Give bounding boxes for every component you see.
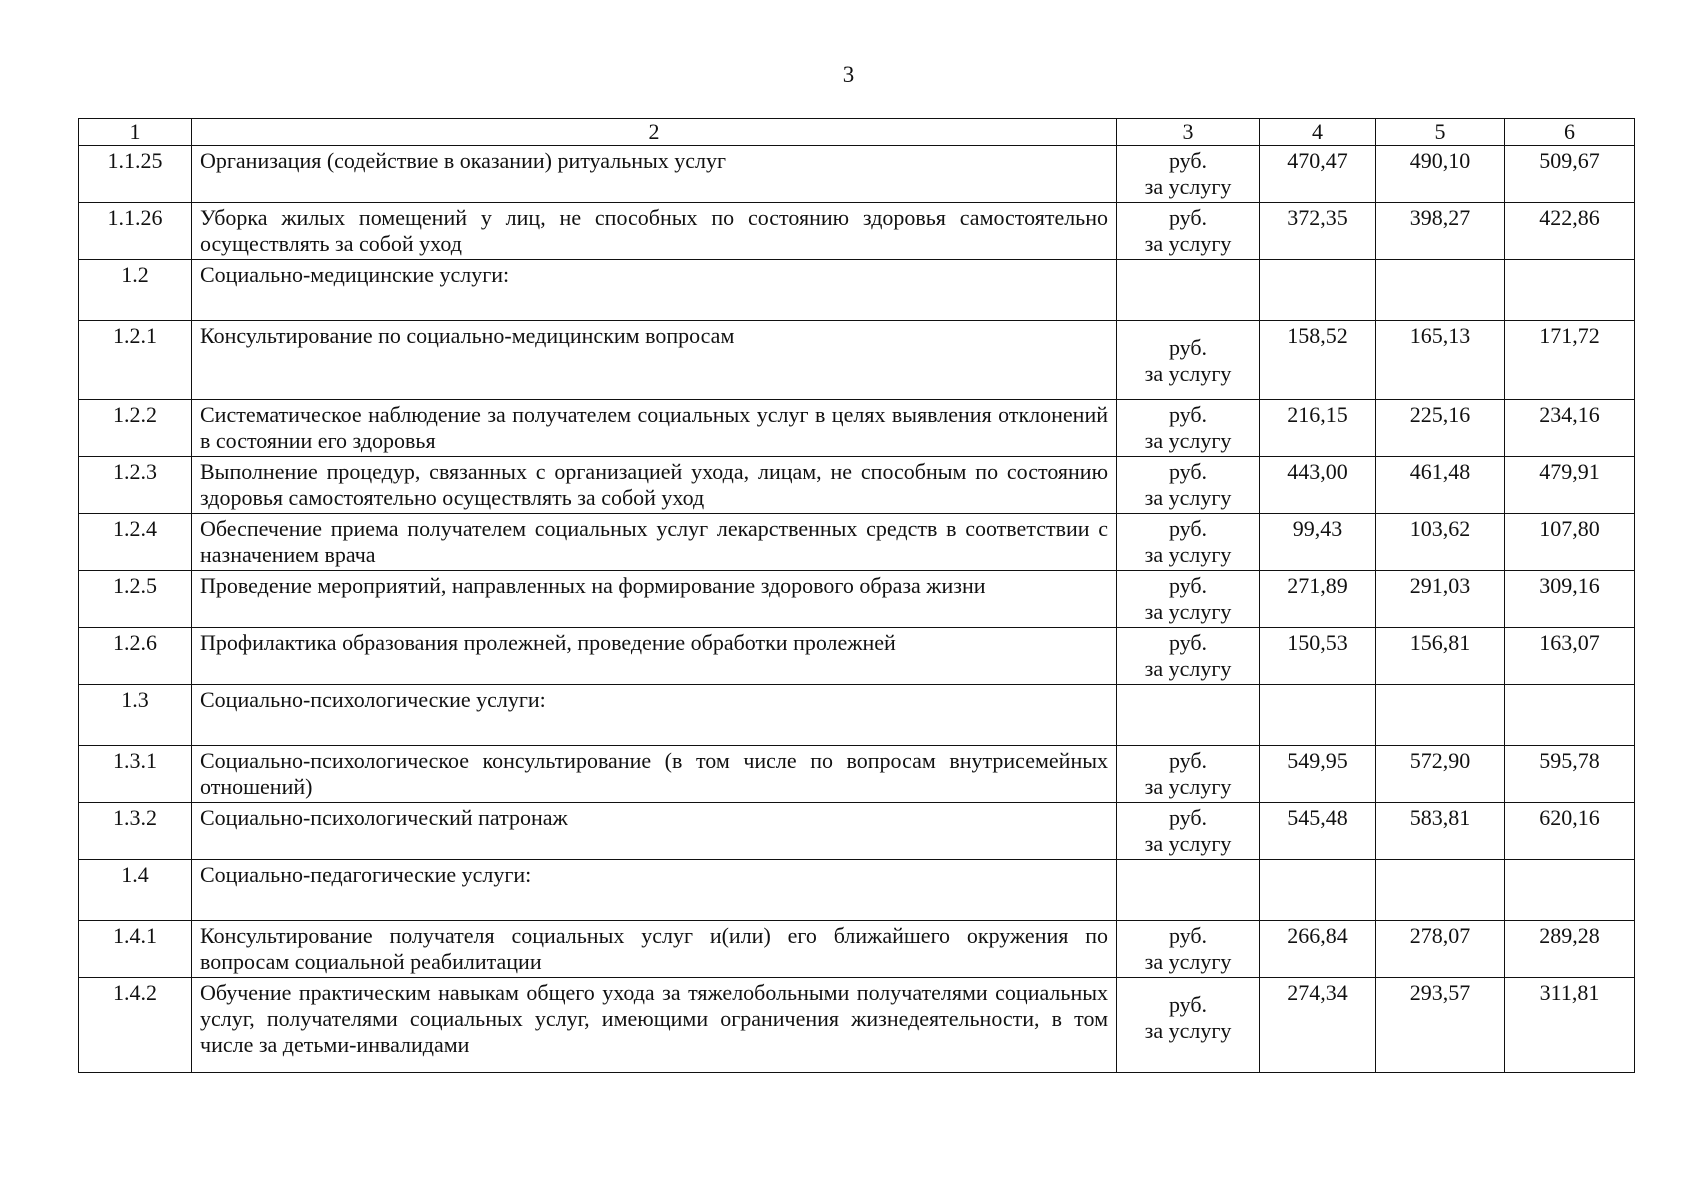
row-value-col5: 461,48 [1376, 457, 1505, 514]
unit-per-service: за услугу [1144, 428, 1232, 453]
row-unit [1117, 860, 1260, 921]
row-service-name: Социально-психологический патронаж [192, 803, 1117, 860]
row-value-col5 [1376, 860, 1505, 921]
row-code: 1.2.6 [79, 628, 192, 685]
section-row [79, 860, 1635, 921]
unit-per-service: за услугу [1144, 599, 1232, 624]
section-title: Социально-психологические услуги: [192, 685, 1117, 746]
header-cell: 1 [79, 119, 192, 146]
unit-currency: руб. [1168, 923, 1208, 948]
row-value-col6: 289,28 [1505, 921, 1635, 978]
row-value-col6: 479,91 [1505, 457, 1635, 514]
unit-per-service: за услугу [1144, 774, 1232, 799]
row-unit [1117, 146, 1260, 203]
row-value-col6 [1505, 685, 1635, 746]
section-title: Социально-медицинские услуги: [192, 260, 1117, 321]
row-unit [1117, 803, 1260, 860]
unit-currency: руб. [1168, 335, 1208, 360]
section-title: Социально-педагогические услуги: [192, 860, 1117, 921]
unit-per-service: за услугу [1144, 831, 1232, 856]
row-value-col5: 225,16 [1376, 400, 1505, 457]
table-row [79, 146, 1635, 203]
row-unit [1117, 514, 1260, 571]
row-unit [1117, 685, 1260, 746]
unit-currency: руб. [1168, 148, 1208, 173]
row-value-col5: 103,62 [1376, 514, 1505, 571]
table-header-row [79, 119, 1635, 146]
table-row [79, 400, 1635, 457]
unit-currency: руб. [1168, 402, 1208, 427]
unit-per-service: за услугу [1144, 174, 1232, 199]
header-cell: 2 [192, 119, 1117, 146]
unit-currency: руб. [1168, 205, 1208, 230]
header-cell: 3 [1117, 119, 1260, 146]
row-unit [1117, 746, 1260, 803]
row-value-col4: 271,89 [1260, 571, 1376, 628]
row-code: 1.3.1 [79, 746, 192, 803]
row-service-name: Социально-психологическое консультирование (в том числе по вопросам внутрисемейных отношений) [192, 746, 1117, 803]
table-row [79, 321, 1635, 400]
unit-currency: руб. [1168, 459, 1208, 484]
page-number: 3 [842, 62, 855, 87]
table-row [79, 746, 1635, 803]
row-value-col6 [1505, 260, 1635, 321]
row-value-col4: 549,95 [1260, 746, 1376, 803]
row-value-col5: 398,27 [1376, 203, 1505, 260]
row-service-name: Уборка жилых помещений у лиц, не способных по состоянию здоровья самостоятельно осуществлять за собой уход [192, 203, 1117, 260]
row-service-name: Организация (содействие в оказании) ритуальных услуг [192, 146, 1117, 203]
row-value-col5: 278,07 [1376, 921, 1505, 978]
unit-per-service: за услугу [1144, 542, 1232, 567]
row-value-col5: 490,10 [1376, 146, 1505, 203]
unit-currency: руб. [1168, 573, 1208, 598]
unit-per-service: за услугу [1144, 361, 1232, 386]
header-cell: 4 [1260, 119, 1376, 146]
section-code: 1.4 [79, 860, 192, 921]
row-code: 1.2.3 [79, 457, 192, 514]
row-value-col5: 293,57 [1376, 978, 1505, 1073]
row-value-col4: 443,00 [1260, 457, 1376, 514]
row-value-col5: 165,13 [1376, 321, 1505, 400]
row-value-col6: 107,80 [1505, 514, 1635, 571]
row-code: 1.2.4 [79, 514, 192, 571]
row-service-name: Систематическое наблюдение за получателем социальных услуг в целях выявления отклонений в состоянии его здоровья [192, 400, 1117, 457]
table-row [79, 803, 1635, 860]
row-value-col4: 274,34 [1260, 978, 1376, 1073]
row-value-col4: 150,53 [1260, 628, 1376, 685]
unit-currency: руб. [1168, 516, 1208, 541]
row-value-col6: 509,67 [1505, 146, 1635, 203]
row-value-col5 [1376, 260, 1505, 321]
row-value-col4: 372,35 [1260, 203, 1376, 260]
table-row [79, 978, 1635, 1073]
header-cell: 6 [1505, 119, 1635, 146]
section-code: 1.2 [79, 260, 192, 321]
row-unit [1117, 321, 1260, 400]
row-service-name: Обеспечение приема получателем социальных услуг лекарственных средств в соответствии с назначением врача [192, 514, 1117, 571]
table-row [79, 571, 1635, 628]
section-row [79, 685, 1635, 746]
row-value-col4 [1260, 260, 1376, 321]
section-row [79, 260, 1635, 321]
row-value-col6: 309,16 [1505, 571, 1635, 628]
row-value-col4: 158,52 [1260, 321, 1376, 400]
row-code: 1.1.26 [79, 203, 192, 260]
row-unit [1117, 457, 1260, 514]
unit-per-service: за услугу [1144, 656, 1232, 681]
table-row [79, 921, 1635, 978]
row-service-name: Проведение мероприятий, направленных на формирование здорового образа жизни [192, 571, 1117, 628]
row-value-col6: 311,81 [1505, 978, 1635, 1073]
unit-per-service: за услугу [1144, 231, 1232, 256]
table-row [79, 514, 1635, 571]
unit-currency: руб. [1168, 805, 1208, 830]
row-unit [1117, 203, 1260, 260]
row-value-col4: 470,47 [1260, 146, 1376, 203]
row-code: 1.3.2 [79, 803, 192, 860]
row-service-name: Выполнение процедур, связанных с организацией ухода, лицам, не способным по состоянию здоровья самостоятельно осуществлять за собой уход [192, 457, 1117, 514]
row-service-name: Консультирование получателя социальных услуг и(или) его ближайшего окружения по вопросам социальной реабилитации [192, 921, 1117, 978]
header-cell: 5 [1376, 119, 1505, 146]
table-row [79, 628, 1635, 685]
unit-currency: руб. [1168, 630, 1208, 655]
row-value-col4: 99,43 [1260, 514, 1376, 571]
row-value-col4: 545,48 [1260, 803, 1376, 860]
row-value-col6: 620,16 [1505, 803, 1635, 860]
table-row [79, 203, 1635, 260]
row-value-col5: 583,81 [1376, 803, 1505, 860]
unit-currency: руб. [1168, 992, 1208, 1017]
row-code: 1.1.25 [79, 146, 192, 203]
row-service-name: Обучение практическим навыкам общего ухода за тяжелобольными получателями социальных услуг, получателями социальных услуг, имеющими ограничения жизнедеятельности, в том числе за детьми-инвалидами [192, 978, 1117, 1073]
row-unit [1117, 628, 1260, 685]
row-service-name: Консультирование по социально-медицинским вопросам [192, 321, 1117, 400]
row-code: 1.2.2 [79, 400, 192, 457]
row-value-col4: 266,84 [1260, 921, 1376, 978]
row-unit [1117, 921, 1260, 978]
row-value-col6: 163,07 [1505, 628, 1635, 685]
row-value-col6: 234,16 [1505, 400, 1635, 457]
unit-currency: руб. [1168, 748, 1208, 773]
row-value-col4 [1260, 685, 1376, 746]
unit-per-service: за услугу [1144, 949, 1232, 974]
unit-per-service: за услугу [1144, 485, 1232, 510]
row-unit [1117, 978, 1260, 1073]
row-code: 1.2.1 [79, 321, 192, 400]
row-value-col5 [1376, 685, 1505, 746]
row-value-col6: 422,86 [1505, 203, 1635, 260]
row-value-col6 [1505, 860, 1635, 921]
row-unit [1117, 571, 1260, 628]
table-row [79, 457, 1635, 514]
row-code: 1.4.2 [79, 978, 192, 1073]
row-value-col6: 595,78 [1505, 746, 1635, 803]
row-value-col5: 572,90 [1376, 746, 1505, 803]
unit-per-service: за услугу [1144, 1018, 1232, 1043]
row-value-col6: 171,72 [1505, 321, 1635, 400]
row-code: 1.4.1 [79, 921, 192, 978]
tariff-table [78, 118, 1635, 1073]
row-value-col4 [1260, 860, 1376, 921]
row-value-col5: 291,03 [1376, 571, 1505, 628]
row-unit [1117, 400, 1260, 457]
row-value-col4: 216,15 [1260, 400, 1376, 457]
row-code: 1.2.5 [79, 571, 192, 628]
row-unit [1117, 260, 1260, 321]
section-code: 1.3 [79, 685, 192, 746]
row-service-name: Профилактика образования пролежней, проведение обработки пролежней [192, 628, 1117, 685]
row-value-col5: 156,81 [1376, 628, 1505, 685]
